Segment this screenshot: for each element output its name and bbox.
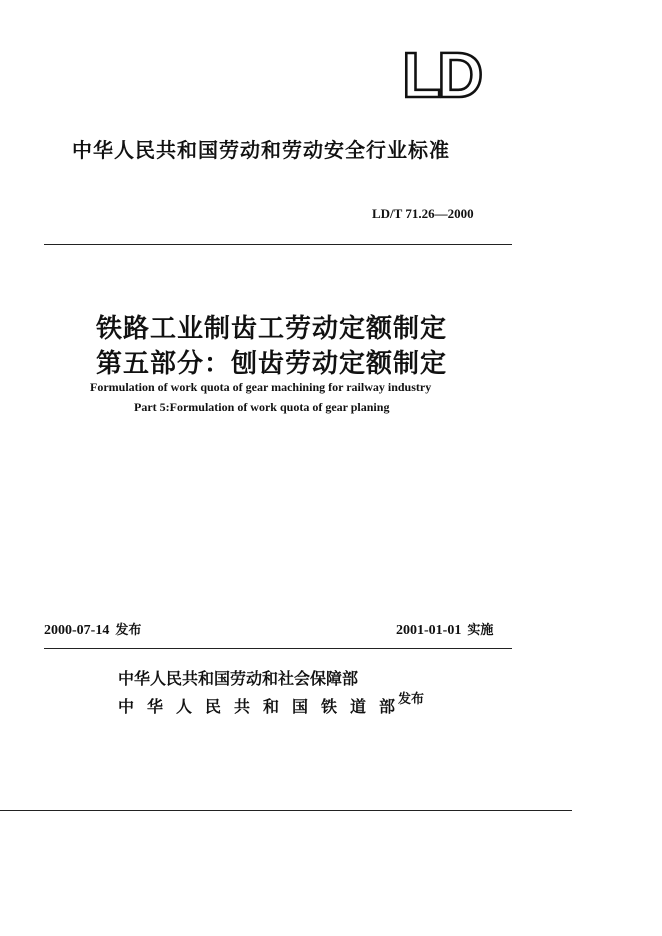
ld-logo (400, 44, 512, 100)
header-rule (44, 244, 512, 245)
publish-label: 发布 (115, 623, 142, 638)
footer-rule (0, 810, 572, 811)
title-cn-line2: 第五部分：刨齿劳动定额制定 (96, 349, 448, 379)
effective-label: 实施 (467, 623, 494, 638)
issue-label: 发布 (398, 692, 425, 707)
issuer-line1: 中华人民共和国劳动和社会保障部 (118, 669, 359, 688)
ld-logo-text: LD (402, 44, 480, 100)
title-en-line2: Part 5:Formulation of work quota of gear planing (134, 400, 390, 414)
effective-date-block (396, 619, 493, 639)
issuer-line2: 中华人民共和国铁道部 (118, 697, 409, 716)
publish-date-block (44, 619, 141, 639)
standard-body: 中华人民共和国劳动和劳动安全行业标准 (72, 138, 450, 162)
effective-date: 2001-01-01 (396, 623, 462, 638)
date-rule (44, 648, 512, 649)
title-cn-line1: 铁路工业制齿工劳动定额制定 (96, 314, 448, 344)
title-en-line1: Formulation of work quota of gear machining for railway industry (90, 380, 432, 394)
standard-code: LD/T 71.26—2000 (372, 206, 474, 221)
publish-date: 2000-07-14 (44, 623, 110, 638)
